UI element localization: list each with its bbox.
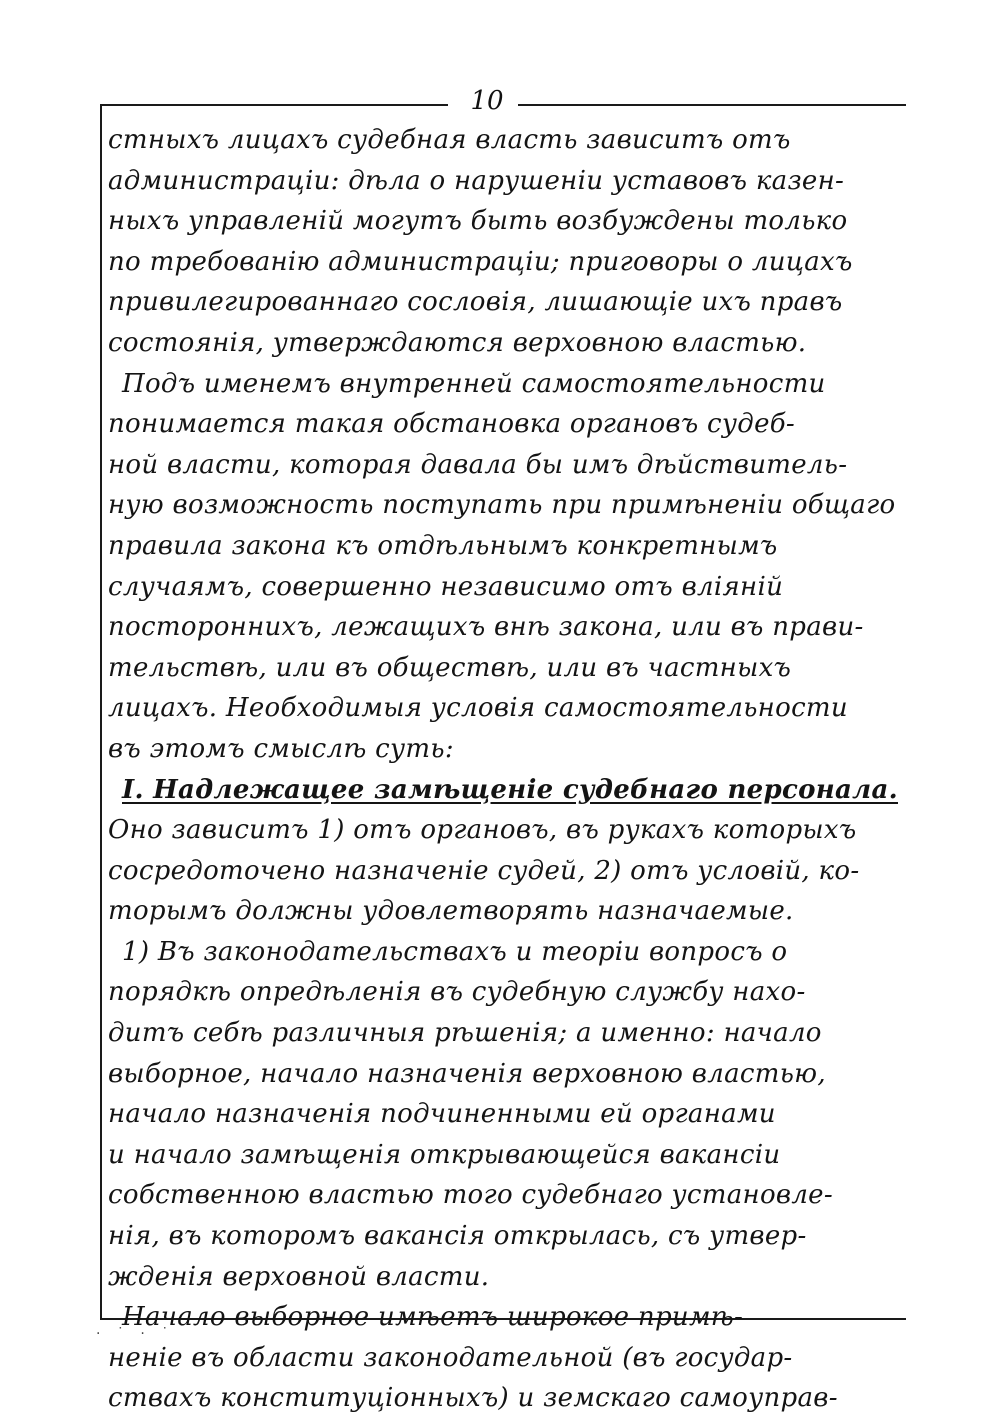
- text-line: собственною властью того судебнаго установле-: [108, 1180, 833, 1211]
- text-line: привилегированнаго сословія, лишающіе ихъ правъ: [108, 287, 843, 318]
- text-line: тельствѣ, или въ обществѣ, или въ частныхъ: [108, 652, 792, 683]
- text-line: ной власти, которая давала бы имъ дѣйствитель-: [108, 449, 848, 480]
- text-line: постороннихъ, лежащихъ внѣ закона, или въ прави-: [108, 612, 864, 643]
- text-line: понимается такая обстановка органовъ судеб-: [108, 409, 796, 440]
- handwritten-text: [108, 120, 908, 1419]
- text-line: состоянія, утверждаются верховною властью.: [108, 327, 807, 358]
- page-number: 10: [470, 86, 504, 116]
- text-line: въ этомъ смыслѣ суть:: [108, 733, 454, 764]
- text-line: по требованію администраціи; приговоры о лицахъ: [108, 246, 853, 277]
- text-line: ную возможность поступать при примѣненіи общаго: [108, 490, 896, 521]
- text-line: сосредоточено назначеніе судей, 2) отъ условій, ко-: [108, 855, 860, 886]
- text-line: ствахъ конституціонныхъ) и земскаго самоуправ-: [108, 1383, 838, 1414]
- text-line: ныхъ управленій могутъ быть возбуждены только: [108, 206, 848, 237]
- text-line: торымъ должны удовлетворять назначаемые.: [108, 896, 794, 927]
- text-line: порядкѣ опредѣленія въ судебную службу нахо-: [108, 977, 806, 1008]
- text-line: выборное, начало назначенія верховною властью,: [108, 1058, 826, 1089]
- text-line: нія, въ которомъ вакансія открылась, съ утвер-: [108, 1221, 807, 1252]
- text-line: жденія верховной власти.: [108, 1261, 490, 1292]
- text-line: случаямъ, совершенно независимо отъ вліяній: [108, 571, 784, 602]
- text-line: и начало замѣщенія открывающейся вакансіи: [108, 1139, 781, 1170]
- text-line: начало назначенія подчиненными ей органами: [108, 1099, 776, 1130]
- text-line: дитъ себѣ различныя рѣшенія; а именно: начало: [108, 1018, 822, 1049]
- text-line: стныхъ лицахъ судебная власть зависитъ отъ: [108, 125, 791, 155]
- text-line: Оно зависитъ 1) отъ органовъ, въ рукахъ которыхъ: [108, 815, 857, 846]
- text-line: неніе въ области законодательной (въ государ-: [108, 1342, 793, 1373]
- text-line: правила закона къ отдѣльнымъ конкретнымъ: [108, 530, 778, 561]
- section-heading: [108, 770, 908, 811]
- text-line: Начало выборное имѣетъ широкое примѣ-: [122, 1302, 744, 1333]
- section-heading-text: I. Надлежащее замѣщеніе судебнаго персонала.: [122, 774, 898, 805]
- text-line: Подъ именемъ внутренней самостоятельности: [122, 368, 826, 399]
- text-line: 1) Въ законодательствахъ и теоріи вопросъ о: [122, 936, 788, 967]
- ink-specks: · ˙ · ˙: [96, 1326, 175, 1342]
- text-line: администраціи: дѣла о нарушеніи уставовъ казен-: [108, 165, 845, 196]
- text-line: лицахъ. Необходимыя условія самостоятельности: [108, 693, 848, 724]
